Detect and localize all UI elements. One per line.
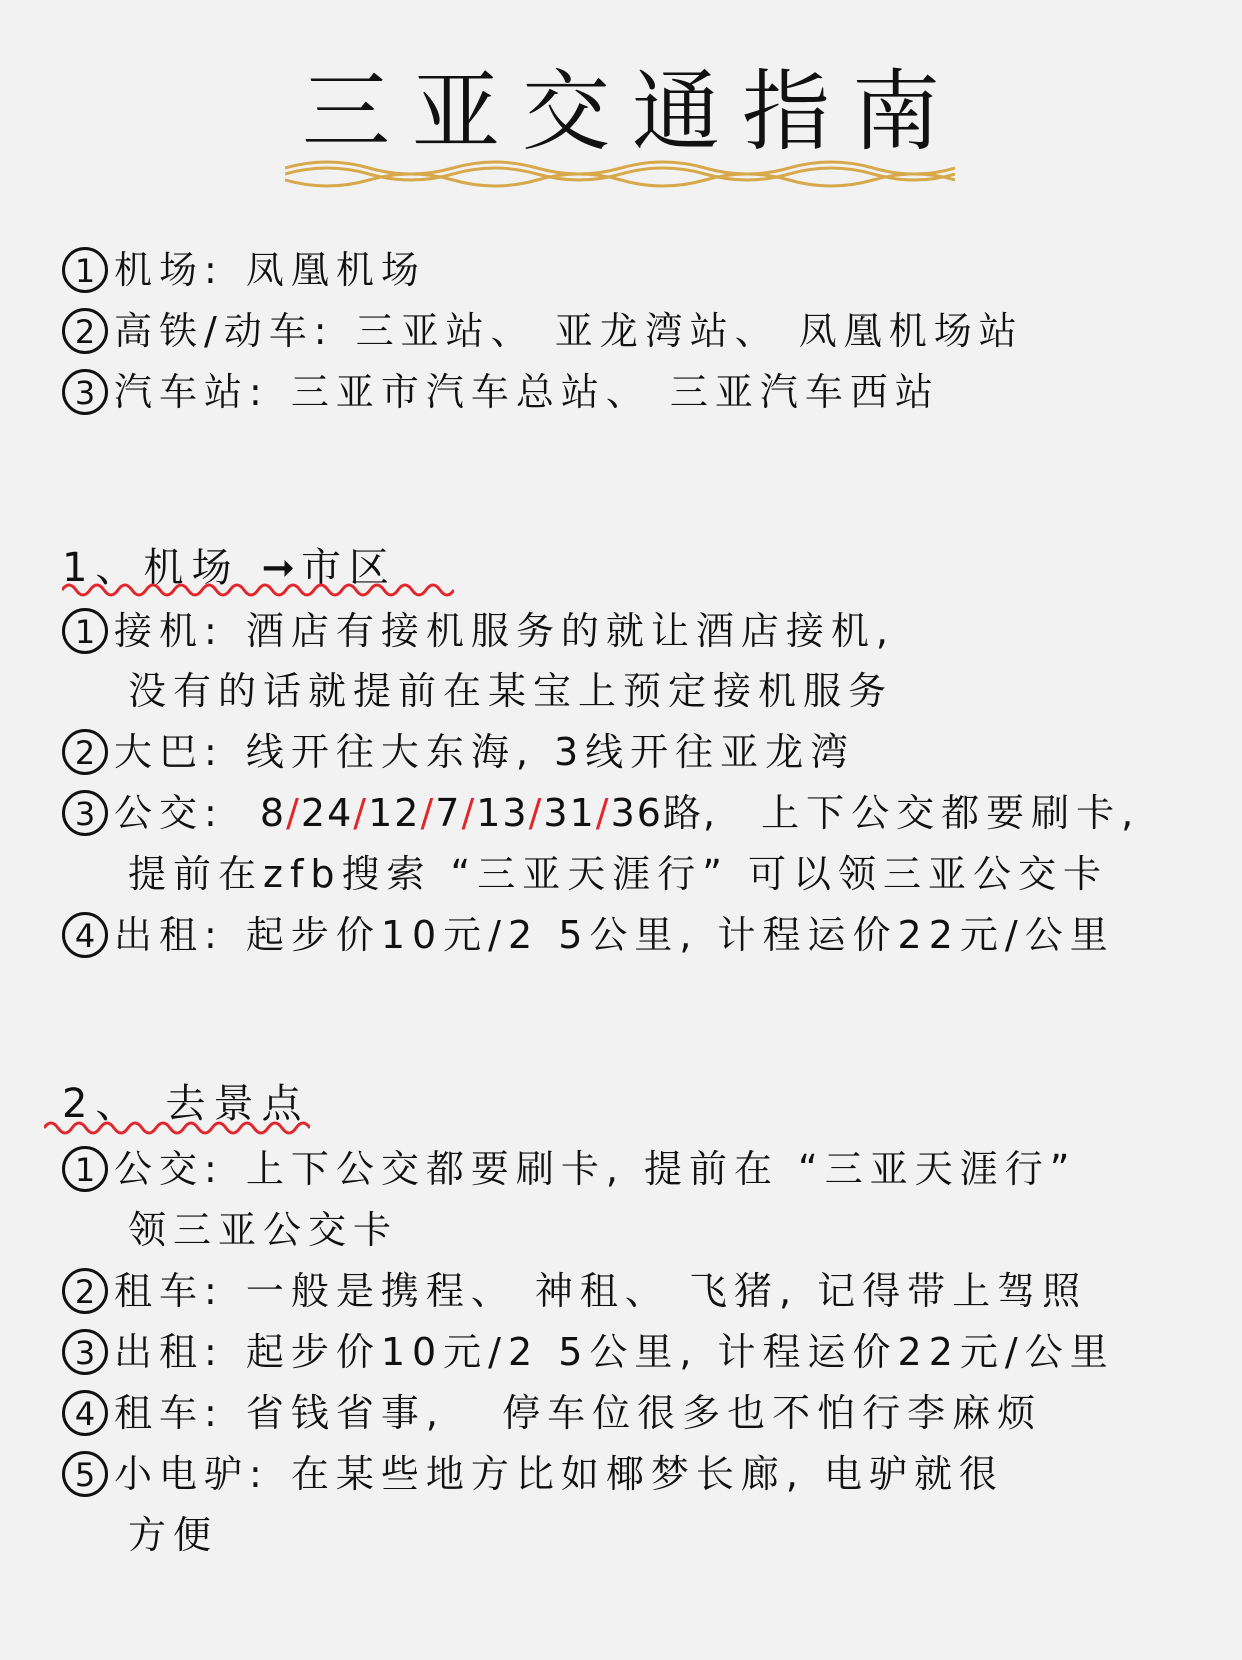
number-badge: 2 xyxy=(62,1268,108,1314)
item-label: 出租: xyxy=(114,1330,224,1374)
item-label: 租车: xyxy=(114,1391,224,1435)
section-1-to: 市区 xyxy=(300,545,397,591)
item-value: 省钱省事, 停车位很多也不怕行李麻烦 xyxy=(245,1391,1043,1435)
number-badge: 1 xyxy=(62,247,108,293)
transport-item xyxy=(62,784,1140,842)
number-badge: 2 xyxy=(62,308,108,354)
bus-routes xyxy=(246,791,731,835)
item-label: 公交: xyxy=(114,1147,224,1191)
route-separator: / xyxy=(528,791,544,835)
red-wavy-underline xyxy=(62,578,454,598)
item-label: 高铁/动车: xyxy=(114,309,334,353)
item-value: 酒店有接机服务的就让酒店接机, xyxy=(245,609,895,653)
item-continuation: 提前在zfb搜索 “三亚天涯行” 可以领三亚公交卡 xyxy=(128,852,1108,896)
item-continuation: 方便 xyxy=(128,1513,219,1557)
number-badge: 3 xyxy=(62,1329,108,1375)
number-badge: 2 xyxy=(62,729,108,775)
route-separator: / xyxy=(595,791,611,835)
transport-item xyxy=(62,1323,1115,1381)
item-value: 起步价10元/2 5公里, 计程运价22元/公里 xyxy=(245,913,1115,957)
item-label: 接机: xyxy=(114,609,224,653)
item-continuation: 领三亚公交卡 xyxy=(128,1208,399,1252)
bus-route: 8 xyxy=(259,791,287,835)
routes-suffix: 路, xyxy=(662,791,718,835)
number-badge: 3 xyxy=(62,790,108,836)
number-badge: 1 xyxy=(62,1146,108,1192)
item-value: 三亚站、 亚龙湾站、 凤凰机场站 xyxy=(355,309,1024,353)
route-separator: / xyxy=(353,791,369,835)
route-separator: / xyxy=(286,791,301,835)
item-value: 凤凰机场 xyxy=(245,248,426,292)
overview-item xyxy=(62,302,1024,360)
bus-route: 7 xyxy=(435,791,462,835)
bus-route: 31 xyxy=(543,791,596,835)
page-title: 三亚交通指南 xyxy=(301,60,962,163)
bus-route: 13 xyxy=(476,791,529,835)
route-separator: / xyxy=(420,791,436,835)
arrow-right-icon: ➞ xyxy=(261,545,295,591)
red-wavy-underline xyxy=(44,1116,310,1136)
section-1-from: 机场 xyxy=(143,545,240,591)
item-label: 大巴: xyxy=(114,730,224,774)
item-value: 三亚市汽车总站、 三亚汽车西站 xyxy=(290,370,940,414)
number-badge: 4 xyxy=(62,912,108,958)
bus-route: 36 xyxy=(610,791,663,835)
transport-item xyxy=(62,723,855,781)
overview-item xyxy=(62,241,426,299)
item-label: 汽车站: xyxy=(114,370,269,414)
item-value: 一般是携程、 神租、 飞猪, 记得带上驾照 xyxy=(245,1269,1088,1313)
item-value: 上下公交都要刷卡, 提前在 “三亚天涯行” xyxy=(245,1147,1077,1191)
transport-item xyxy=(62,602,895,660)
item-value: 起步价10元/2 5公里, 计程运价22元/公里 xyxy=(245,1330,1115,1374)
number-badge: 4 xyxy=(62,1390,108,1436)
item-label: 出租: xyxy=(114,913,224,957)
item-continuation: 没有的话就提前在某宝上预定接机服务 xyxy=(128,669,894,713)
item-label: 小电驴: xyxy=(114,1452,269,1496)
route-separator: / xyxy=(461,791,477,835)
item-label: 机场: xyxy=(114,248,224,292)
section-1-prefix: 1、 xyxy=(62,545,144,591)
item-label: 公交: xyxy=(114,791,224,835)
number-badge: 5 xyxy=(62,1451,108,1497)
transport-item xyxy=(62,1445,1004,1503)
bus-route: 24 xyxy=(300,791,354,835)
transport-item xyxy=(62,1384,1042,1442)
section-2-prefix: 2、 xyxy=(62,1081,144,1127)
transport-item xyxy=(62,1262,1087,1320)
transport-item xyxy=(62,906,1115,964)
item-value: 线开往大东海, 3线开往亚龙湾 xyxy=(245,730,856,774)
item-value: 上下公交都要刷卡, xyxy=(761,791,1141,835)
transport-item xyxy=(62,1140,1076,1198)
title-decoration xyxy=(285,158,955,194)
section-2-title: 去景点 xyxy=(165,1081,310,1127)
item-value: 在某些地方比如椰梦长廊, 电驴就很 xyxy=(290,1452,1004,1496)
overview-item xyxy=(62,363,940,421)
item-label: 租车: xyxy=(114,1269,224,1313)
number-badge: 3 xyxy=(62,369,108,415)
bus-route: 12 xyxy=(368,791,421,835)
number-badge: 1 xyxy=(62,608,108,654)
